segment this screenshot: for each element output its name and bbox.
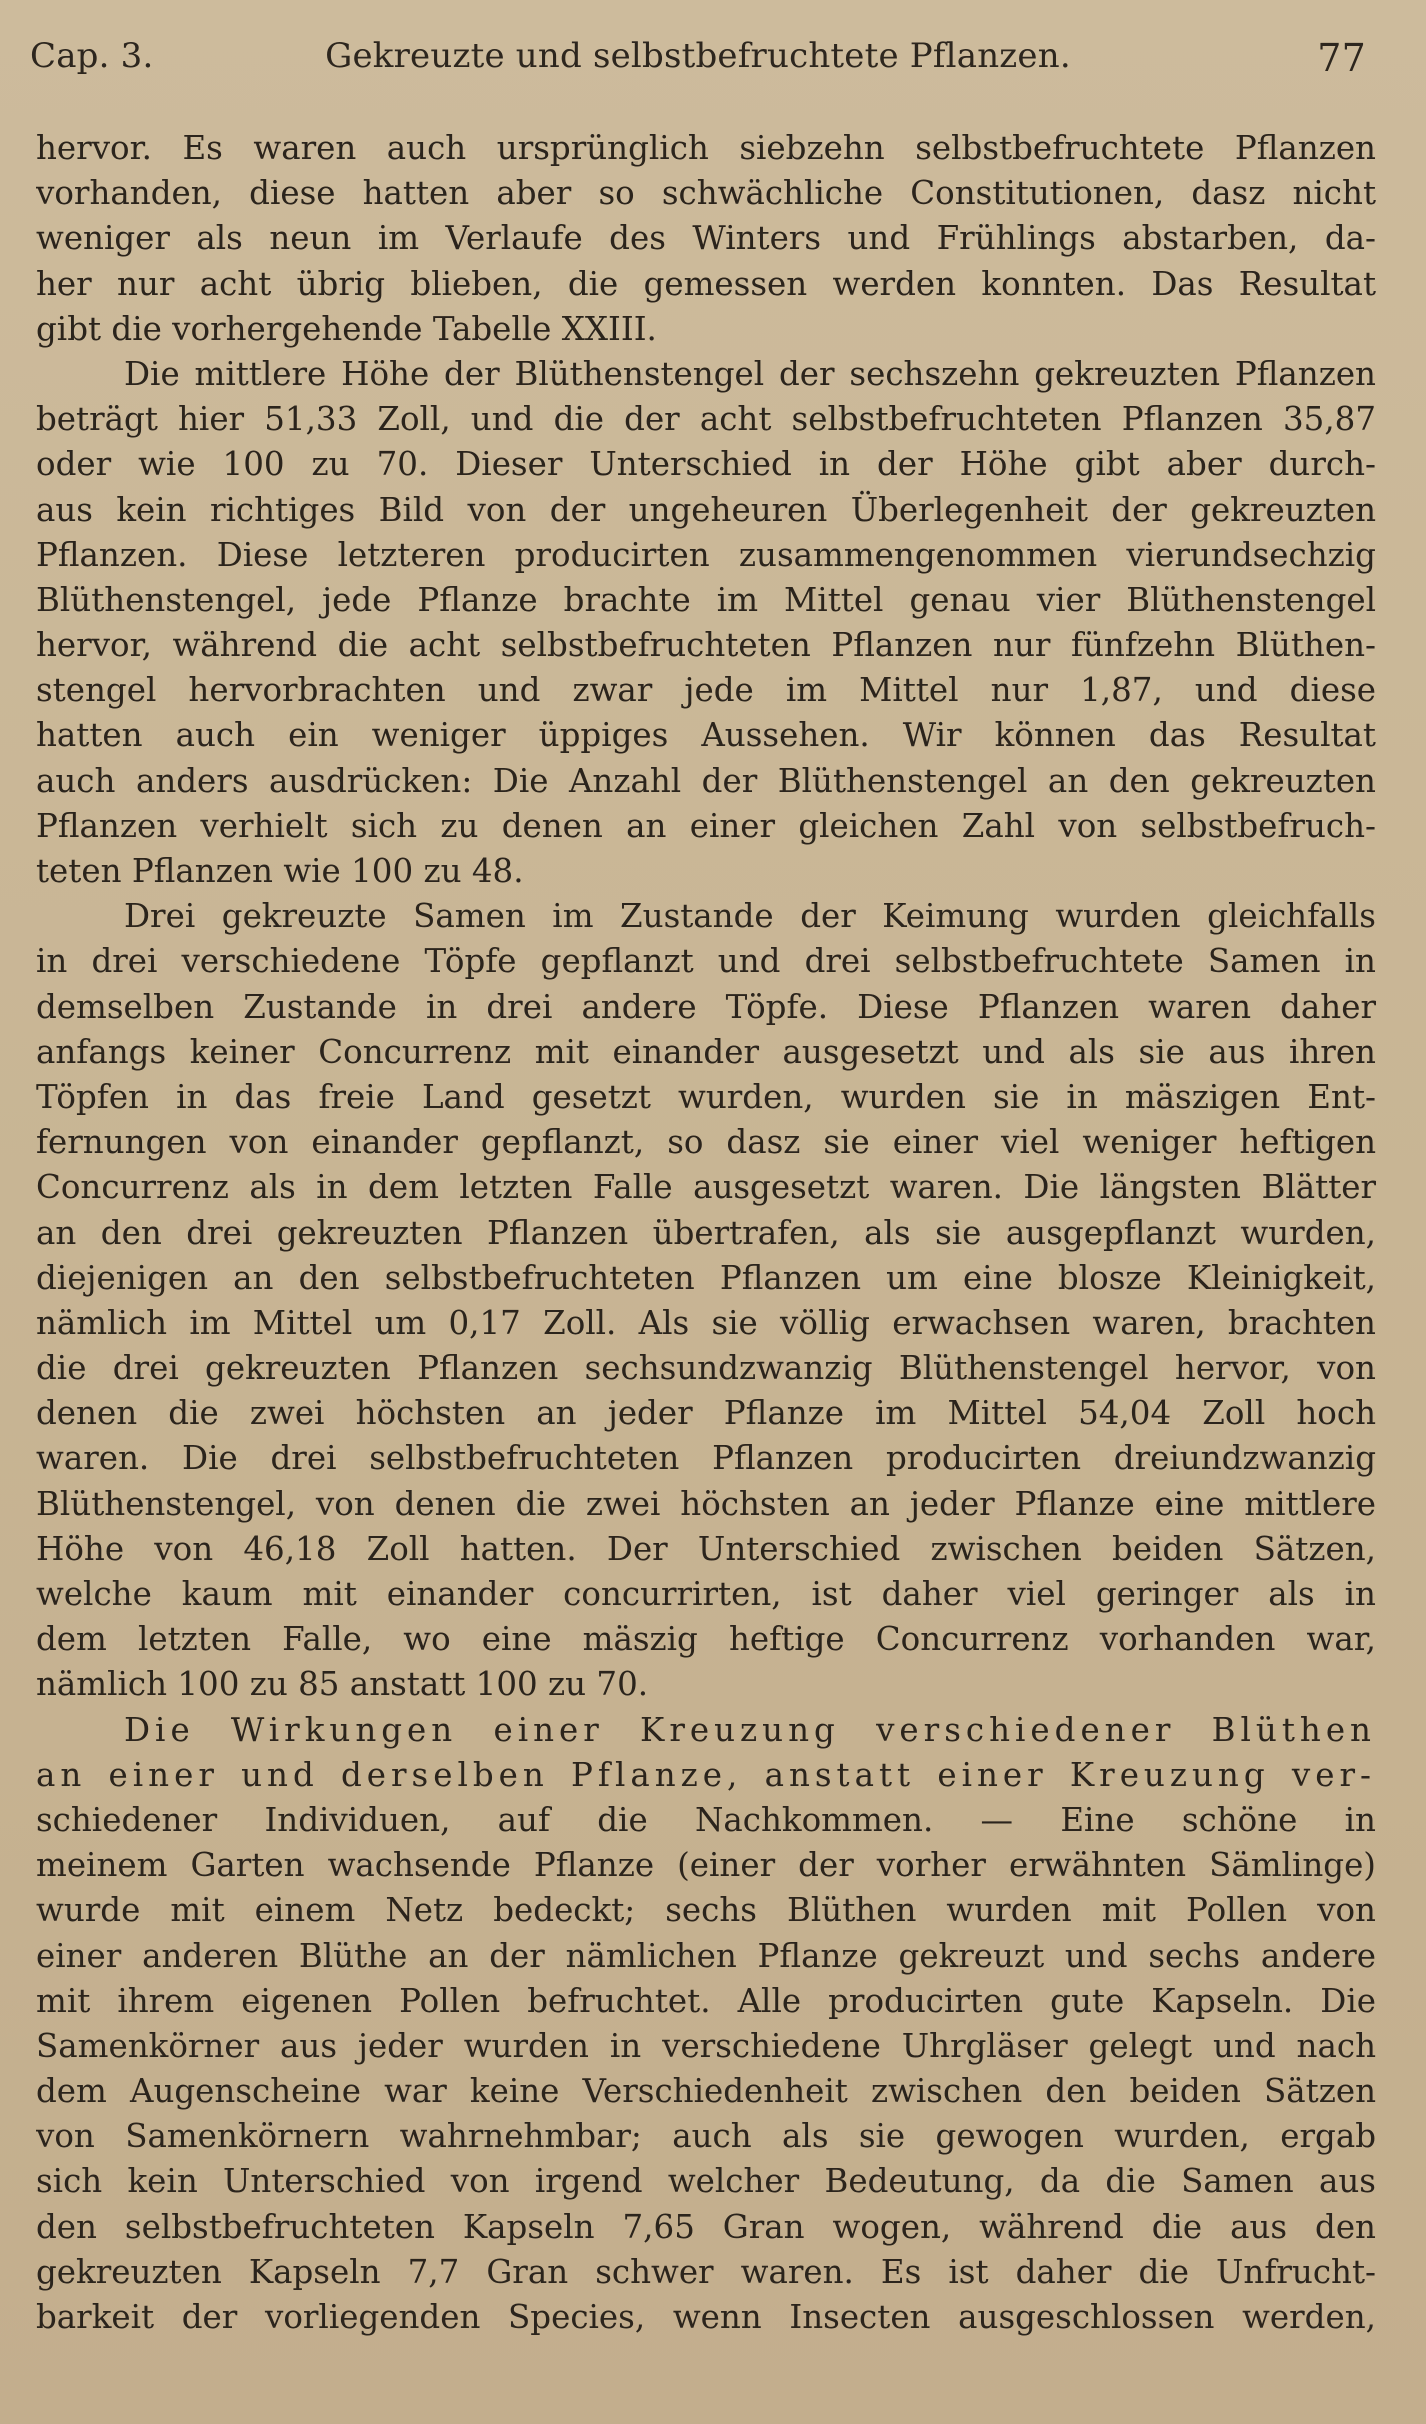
text-line: demselben Zustande in drei andere Töpfe. Diese Pflanzen waren daher xyxy=(36,987,1376,1026)
text-line: dem Augenscheine war keine Verschiedenheit zwischen den beiden Sätzen xyxy=(36,2072,1376,2111)
text-line: aus kein richtiges Bild von der ungeheuren Überlegenheit der gekreuzten xyxy=(36,490,1376,529)
text-line: Samenkörner aus jeder wurden in verschiedene Uhrgläser gelegt und nach xyxy=(36,2026,1376,2065)
text-line: Pflanzen. Diese letzteren producirten zusammengenommen vierundsechzig xyxy=(36,535,1376,574)
text-line: von Samenkörnern wahrnehmbar; auch als sie gewogen wurden, ergab xyxy=(36,2117,1376,2156)
text-line: denen die zwei höchsten an jeder Pflanze im Mittel 54,04 Zoll hoch xyxy=(36,1394,1376,1433)
text-line: waren. Die drei selbstbefruchteten Pflanzen producirten dreiundzwanzig xyxy=(36,1439,1376,1478)
text-line: nämlich im Mittel um 0,17 Zoll. Als sie völlig erwachsen waren, brachten xyxy=(36,1303,1376,1342)
text-line: Concurrenz als in dem letzten Falle ausgesetzt waren. Die längsten Blätter xyxy=(36,1168,1376,1207)
text-line: barkeit der vorliegenden Species, wenn Insecten ausgeschlossen werden, xyxy=(36,2298,1376,2336)
text-line: einer anderen Blüthe an der nämlichen Pflanze gekreuzt und sechs andere xyxy=(36,1936,1376,1975)
text-line: Höhe von 46,18 Zoll hatten. Der Unterschied zwischen beiden Sätzen, xyxy=(36,1529,1376,1568)
text-line: in drei verschiedene Töpfe gepflanzt und drei selbstbefruchtete Samen in xyxy=(36,942,1376,981)
text-line: hervor, während die acht selbstbefruchteten Pflanzen nur fünfzehn Blüthen- xyxy=(36,626,1376,665)
text-line: Blüthenstengel, jede Pflanze brachte im Mittel genau vier Blüthenstengel xyxy=(36,580,1376,619)
section-heading-line: Die Wirkungen einer Kreuzung verschiedener Blüthen xyxy=(124,1710,1376,1749)
text-line: Blüthenstengel, von denen die zwei höchsten an jeder Pflanze eine mittlere xyxy=(36,1484,1376,1523)
text-line: gekreuzten Kapseln 7,7 Gran schwer waren. Es ist daher die Unfrucht- xyxy=(36,2252,1376,2291)
text-line: weniger als neun im Verlaufe des Winters und Frühlings abstarben, da- xyxy=(36,219,1376,258)
chapter-label: Cap. 3. xyxy=(30,36,154,76)
text-line: auch anders ausdrücken: Die Anzahl der Blüthenstengel an den gekreuzten xyxy=(36,761,1376,800)
text-line: anfangs keiner Concurrenz mit einander ausgesetzt und als sie aus ihren xyxy=(36,1032,1376,1071)
text-line: her nur acht übrig blieben, die gemessen werden konnten. Das Resultat xyxy=(36,264,1376,303)
text-line: hatten auch ein weniger üppiges Aussehen. Wir können das Resultat xyxy=(36,716,1376,755)
text-line: nämlich 100 zu 85 anstatt 100 zu 70. xyxy=(36,1665,649,1704)
section-heading-line: an einer und derselben Pflanze, anstatt einer Kreuzung ver- xyxy=(36,1755,1376,1794)
running-title: Gekreuzte und selbstbefruchtete Pflanzen. xyxy=(325,36,1071,76)
text-line: teten Pflanzen wie 100 zu 48. xyxy=(36,852,524,890)
text-line: beträgt hier 51,33 Zoll, und die der acht selbstbefruchteten Pflanzen 35,87 xyxy=(36,400,1376,439)
running-header xyxy=(30,36,1366,86)
text-line: die drei gekreuzten Pflanzen sechsundzwanzig Blüthenstengel hervor, von xyxy=(36,1349,1376,1388)
text-line: Drei gekreuzte Samen im Zustande der Keimung wurden gleichfalls xyxy=(124,897,1376,936)
text-line: an den drei gekreuzten Pflanzen übertrafen, als sie ausgepflanzt wurden, xyxy=(36,1213,1376,1252)
page-number: 77 xyxy=(1317,36,1366,80)
text-line: sich kein Unterschied von irgend welcher Bedeutung, da die Samen aus xyxy=(36,2162,1376,2201)
text-line: meinem Garten wachsende Pflanze (einer der vorher erwähnten Sämlinge) xyxy=(36,1846,1376,1885)
text-line: oder wie 100 zu 70. Dieser Unterschied in der Höhe gibt aber durch- xyxy=(36,445,1376,484)
text-line: fernungen von einander gepflanzt, so dasz sie einer viel weniger heftigen xyxy=(36,1123,1376,1162)
text-line: Töpfen in das freie Land gesetzt wurden, wurden sie in mäszigen Ent- xyxy=(36,1077,1376,1116)
text-line: schiedener Individuen, auf die Nachkommen. — Eine schöne in xyxy=(36,1800,1376,1839)
text-line: den selbstbefruchteten Kapseln 7,65 Gran wogen, während die aus den xyxy=(36,2207,1376,2246)
text-line: gibt die vorhergehende Tabelle XXIII. xyxy=(36,309,657,348)
text-line: Pflanzen verhielt sich zu denen an einer gleichen Zahl von selbstbefruch- xyxy=(36,806,1376,845)
text-line: dem letzten Falle, wo eine mäszig heftige Concurrenz vorhanden war, xyxy=(36,1620,1376,1659)
text-line: Die mittlere Höhe der Blüthenstengel der sechszehn gekreuzten Pflanzen xyxy=(124,354,1376,393)
text-line: wurde mit einem Netz bedeckt; sechs Blüthen wurden mit Pollen von xyxy=(36,1891,1376,1930)
text-line: hervor. Es waren auch ursprünglich siebzehn selbstbefruchtete Pflanzen xyxy=(36,129,1376,167)
text-line: mit ihrem eigenen Pollen befruchtet. Alle producirten gute Kapseln. Die xyxy=(36,1981,1376,2020)
text-line: diejenigen an den selbstbefruchteten Pflanzen um eine blosze Kleinigkeit, xyxy=(36,1258,1376,1297)
body-text xyxy=(36,126,1376,2340)
text-line: vorhanden, diese hatten aber so schwächliche Constitutionen, dasz nicht xyxy=(36,174,1376,213)
text-line: stengel hervorbrachten und zwar jede im Mittel nur 1,87, und diese xyxy=(36,671,1376,710)
text-line: welche kaum mit einander concurrirten, ist daher viel geringer als in xyxy=(36,1575,1376,1613)
